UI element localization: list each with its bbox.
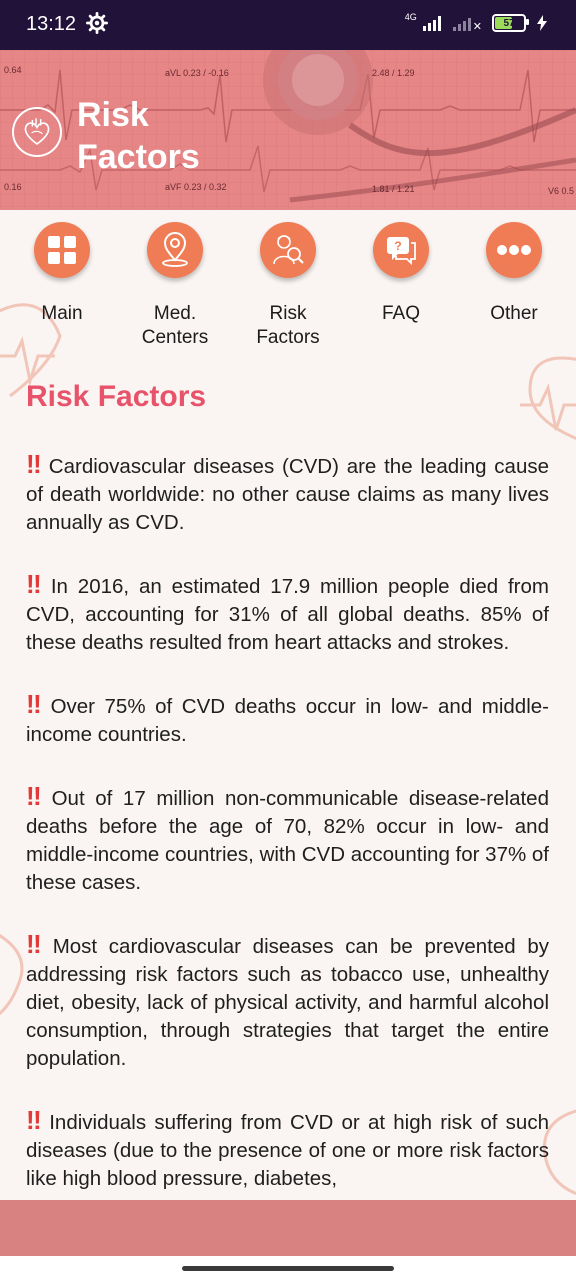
paragraph — [26, 690, 549, 749]
page-title: Risk Factors — [26, 380, 207, 413]
nav-item-faq[interactable] — [345, 222, 457, 326]
paragraph-text: Out of 17 million non-communicable disease-related deaths before the age of 70, 82% occur in low- and middle-income countries, with CVD accounting for 37% of these cases. — [26, 787, 549, 894]
paragraph-text: Most cardiovascular diseases can be prevented by addressing risk factors such as tobacco use, unhealthy diet, obesity, lack of physical activity, and harmful alcohol consumption, through strategies that target the entire population. — [26, 935, 549, 1070]
nav-button-other[interactable] — [486, 222, 542, 278]
charging-icon — [536, 15, 548, 31]
double-exclamation-icon: ‼ — [26, 569, 43, 599]
status-bar — [0, 0, 576, 50]
paragraph — [26, 450, 549, 537]
nav-button-faq[interactable] — [373, 222, 429, 278]
ecg-label: aVL 0.23 / -0.16 — [165, 68, 229, 78]
double-exclamation-icon: ‼ — [26, 449, 41, 479]
ecg-label: aVF 0.23 / 0.32 — [165, 182, 227, 192]
ecg-label: 2.48 / 1.29 — [372, 68, 415, 78]
header-title: Risk Factors — [77, 96, 200, 176]
ecg-label: 0.16 — [4, 182, 22, 192]
paragraph-text: Over 75% of CVD deaths occur in low- and middle-income countries. — [26, 695, 549, 746]
nav-label: Med. Centers — [141, 303, 209, 348]
home-indicator[interactable] — [182, 1266, 394, 1271]
status-time: 13:12 — [26, 13, 77, 35]
nav-item-risk-factors[interactable] — [232, 222, 344, 350]
nav-label: FAQ — [381, 303, 420, 324]
header-banner — [0, 50, 576, 210]
no-service-x-icon: ✕ — [472, 20, 482, 33]
double-exclamation-icon: ‼ — [26, 1105, 42, 1135]
svg-text:?: ? — [394, 239, 402, 253]
paragraph — [26, 782, 549, 897]
nav-label: Risk Factors — [256, 303, 320, 348]
grid-icon — [47, 235, 77, 265]
paragraph-text: In 2016, an estimated 17.9 million people died from CVD, accounting for 31% of all global deaths. 85% of these deaths resulted from heart attacks and strokes. — [26, 575, 549, 654]
nav-item-med-centers[interactable] — [119, 222, 231, 350]
paragraph-text: Individuals suffering from CVD or at high risk of such diseases (due to the presence of one or more risk factors like high blood pressure, diabetes, — [26, 1111, 549, 1190]
double-exclamation-icon: ‼ — [26, 781, 44, 811]
double-exclamation-icon: ‼ — [26, 929, 45, 959]
location-pin-icon — [158, 232, 192, 268]
bottom-bar — [0, 1200, 576, 1256]
network-type-label: 4G — [404, 11, 417, 22]
category-nav — [0, 222, 576, 362]
status-icons — [404, 11, 548, 33]
nav-button-med-centers[interactable] — [147, 222, 203, 278]
more-dots-icon — [496, 244, 532, 256]
battery-level: 57 — [503, 17, 515, 29]
battery-icon — [492, 14, 526, 32]
paragraph — [26, 930, 549, 1073]
nav-label: Other — [490, 303, 538, 324]
paragraph-text: Cardiovascular diseases (CVD) are the leading cause of death worldwide: no other cause claims as many lives annually as CVD. — [26, 455, 549, 534]
nav-item-other[interactable] — [458, 222, 570, 326]
question-chat-icon — [384, 234, 418, 266]
ecg-label: 0.64 — [4, 65, 22, 75]
signal-no-service-icon — [453, 15, 471, 31]
ecg-label: 1.81 / 1.21 — [372, 184, 415, 194]
ecg-label: V6 0.5 — [548, 186, 575, 196]
nav-label: Main — [41, 303, 83, 324]
double-exclamation-icon: ‼ — [26, 689, 43, 719]
article-content — [26, 380, 549, 1226]
paragraph — [26, 570, 549, 657]
nav-item-main[interactable] — [6, 222, 118, 326]
nav-button-risk-factors[interactable] — [260, 222, 316, 278]
signal-icon — [423, 15, 441, 31]
gear-icon — [86, 12, 108, 34]
doctor-search-icon — [270, 232, 306, 268]
heart-logo-icon — [12, 107, 62, 157]
nav-button-main[interactable] — [34, 222, 90, 278]
paragraph — [26, 1106, 549, 1193]
